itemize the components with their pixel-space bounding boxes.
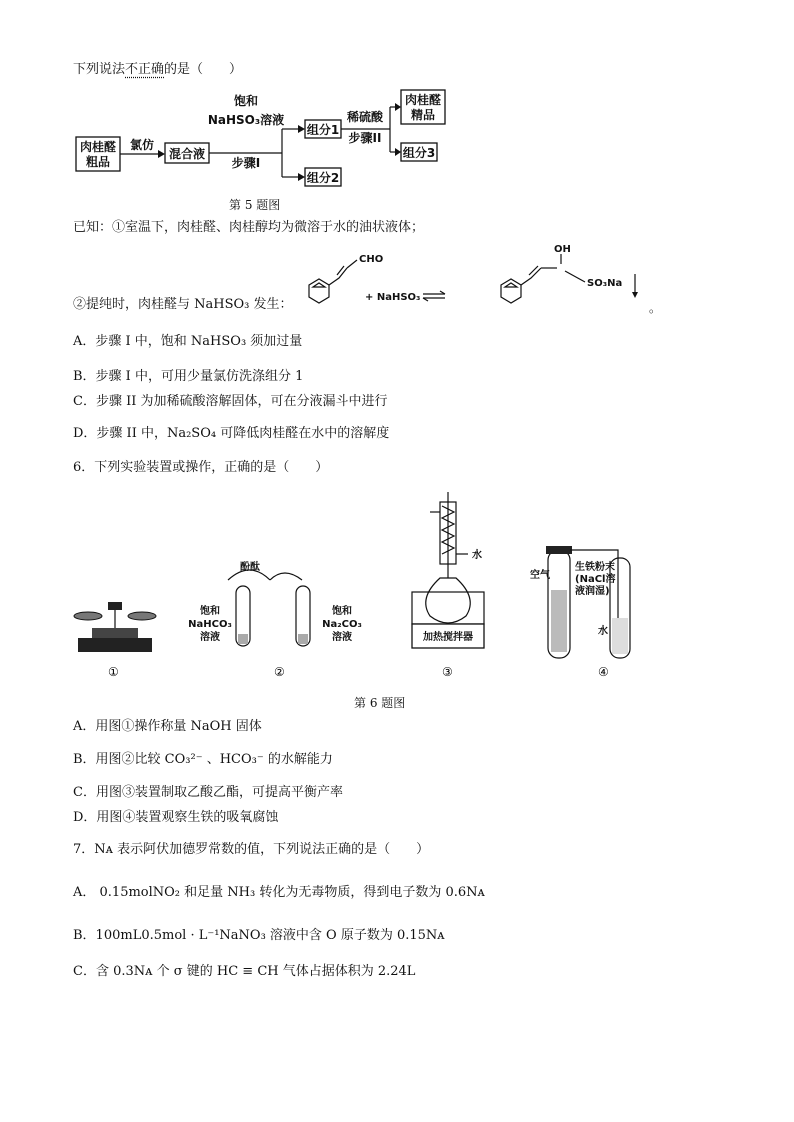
tube-left-label-3: 溶液 bbox=[200, 632, 220, 643]
corrosion-figure bbox=[530, 546, 630, 658]
q5-option-b: B．步骤 I 中，可用少量氯仿洗涤组分 1 bbox=[73, 369, 304, 384]
q6-option-a: A．用图①操作称量 NaOH 固体 bbox=[73, 719, 262, 734]
q5-option-c: C．步骤 II 为加稀硫酸溶解固体，可在分液漏斗中进行 bbox=[73, 394, 388, 409]
q5-stem bbox=[73, 61, 242, 79]
iron-powder bbox=[551, 590, 567, 652]
q6-option-c: C．用图③装置制取乙酸乙酯，可提高平衡产率 bbox=[73, 785, 343, 800]
q6-figure bbox=[70, 488, 660, 688]
balance-figure bbox=[74, 602, 156, 652]
phenolphthalein-arrow-right bbox=[270, 573, 302, 580]
step1-label: 步骤I bbox=[231, 156, 261, 170]
vinyl-chain-2 bbox=[521, 268, 541, 285]
precipitate-arrow-head bbox=[632, 292, 638, 298]
arrow-1-head bbox=[158, 150, 165, 158]
benzene-ring-1-inner bbox=[313, 283, 325, 287]
reflux-figure bbox=[412, 492, 484, 648]
mixture-label: 混合液 bbox=[168, 147, 206, 161]
balance-body bbox=[92, 628, 138, 638]
q6-stem: 6．下列实验装置或操作，正确的是（ ） bbox=[73, 460, 329, 475]
q5-stem-prefix: 下列说法 bbox=[73, 62, 126, 77]
balance-weight bbox=[108, 602, 122, 610]
branch-up-head bbox=[298, 125, 305, 133]
q5-known-2: ②提纯时，肉桂醛与 NaHSO₃ 发生： bbox=[73, 297, 293, 312]
water-fill bbox=[612, 618, 628, 654]
branch-down-head bbox=[298, 173, 305, 181]
stirrer-label: 加热搅拌器 bbox=[423, 632, 473, 643]
iron-label-1: 生铁粉末 bbox=[575, 562, 615, 573]
fig-num-3: ③ bbox=[442, 665, 453, 679]
step2-label: 步骤II bbox=[348, 131, 382, 145]
tube-left-liquid bbox=[238, 634, 248, 644]
q5-option-a: A．步骤 I 中，饱和 NaHSO₃ 须加过量 bbox=[73, 334, 303, 349]
chloroform-label: 氯仿 bbox=[129, 138, 155, 152]
q5-known-1: 已知：①室温下，肉桂醛、肉桂醇均为微溶于水的油状液体； bbox=[73, 220, 425, 235]
balance-pan-right bbox=[128, 612, 156, 620]
branch-up-2-head bbox=[395, 103, 401, 111]
chain-to-cho bbox=[347, 260, 357, 268]
branch-down-2-head bbox=[395, 148, 401, 156]
tube-right-label-2: Na₂CO₃ bbox=[322, 619, 362, 630]
q7-stem: 7．Nᴀ 表示阿伏加德罗常数的值，下列说法正确的是（ ） bbox=[73, 842, 430, 857]
vinyl-chain-1 bbox=[329, 268, 347, 285]
so3na-label: SO₃Na bbox=[587, 278, 623, 289]
cho-label: CHO bbox=[359, 254, 384, 265]
tube-right-label-1: 饱和 bbox=[332, 606, 352, 617]
q7-option-a: A． 0.15molNO₂ 和足量 NH₃ 转化为无毒物质，得到电子数为 0.6Nᴀ bbox=[73, 885, 485, 900]
stopper bbox=[546, 546, 572, 554]
fig-num-2: ② bbox=[274, 665, 285, 679]
test-tubes-figure bbox=[188, 560, 362, 646]
q5-figure-caption: 第 5 题图 bbox=[229, 198, 281, 212]
reagent2-label: 稀硫酸 bbox=[346, 110, 384, 124]
tube-left-label-2: NaHCO₃ bbox=[188, 619, 232, 630]
phenolphthalein-label: 酚酞 bbox=[240, 562, 260, 573]
water-label: 水 bbox=[472, 550, 482, 561]
plus-reagent: + NaHSO₃ bbox=[365, 292, 421, 303]
group3-label: 组分3 bbox=[402, 146, 436, 160]
tube-right-liquid bbox=[298, 634, 308, 644]
q5-option-d: D．步骤 II 中，Na₂SO₄ 可降低肉桂醛在水中的溶解度 bbox=[73, 426, 390, 441]
iron-label-2: (NaCl溶 bbox=[575, 574, 616, 585]
tube-right-label-3: 溶液 bbox=[332, 632, 352, 643]
q5-stem-emphasis: 不正确 bbox=[125, 62, 165, 77]
q5-flowchart bbox=[70, 85, 450, 195]
fig-num-1: ① bbox=[108, 665, 119, 679]
air-label: 空气 bbox=[530, 570, 550, 581]
reagent1-line2: NaHSO₃溶液 bbox=[207, 113, 285, 127]
iron-label-3: 液润湿) bbox=[575, 586, 610, 597]
pure-label-2: 精品 bbox=[410, 108, 436, 122]
double-bond-2 bbox=[529, 266, 538, 275]
water-bath bbox=[412, 592, 484, 624]
reaction-end: 。 bbox=[649, 301, 662, 315]
q6-option-d: D．用图④装置观察生铁的吸氧腐蚀 bbox=[73, 810, 279, 825]
balance-pan-left bbox=[74, 612, 102, 620]
oh-label: OH bbox=[554, 244, 571, 255]
q7-option-c: C．含 0.3Nᴀ 个 σ 键的 HC ≡ CH 气体占据体积为 2.24L bbox=[73, 964, 416, 979]
benzene-ring-2-inner bbox=[505, 283, 517, 287]
q6-figure-caption: 第 6 题图 bbox=[354, 696, 406, 710]
q6-option-b: B．用图②比较 CO₃²⁻ 、HCO₃⁻ 的水解能力 bbox=[73, 752, 333, 767]
reagent1-line1: 饱和 bbox=[233, 94, 259, 108]
fig-num-4: ④ bbox=[598, 665, 609, 679]
crude-label-1: 肉桂醛 bbox=[79, 140, 117, 154]
group1-label: 组分1 bbox=[306, 123, 340, 137]
q7-option-b: B．100mL0.5mol · L⁻¹NaNO₃ 溶液中含 O 原子数为 0.15Nᴀ bbox=[73, 928, 445, 943]
reaction-scheme bbox=[295, 240, 665, 315]
so3na-bond bbox=[565, 271, 585, 282]
q5-stem-suffix: 的是（ ） bbox=[164, 62, 243, 77]
crude-label-2: 粗品 bbox=[85, 155, 111, 169]
flask bbox=[426, 578, 470, 623]
balance-base bbox=[78, 638, 152, 652]
pure-label-1: 肉桂醛 bbox=[404, 93, 442, 107]
tube-left-label-1: 饱和 bbox=[200, 606, 220, 617]
group2-label: 组分2 bbox=[306, 171, 340, 185]
water2-label: 水 bbox=[598, 626, 608, 637]
